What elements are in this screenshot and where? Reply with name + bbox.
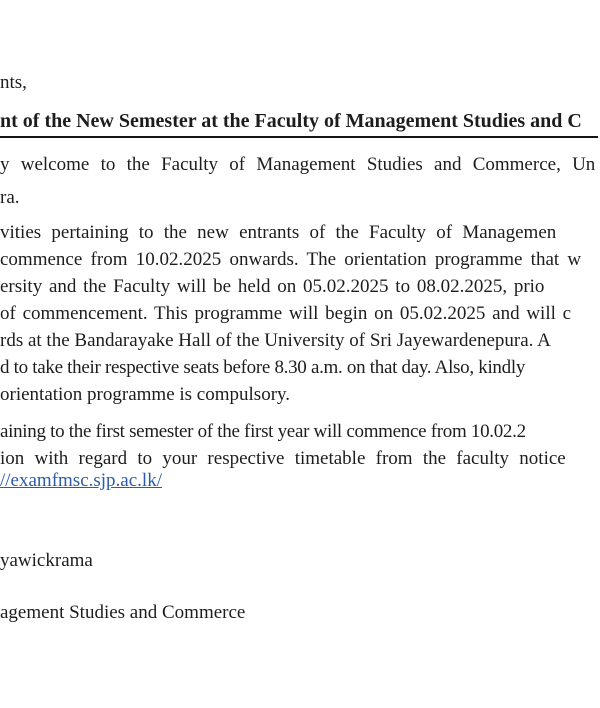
semester-paragraph-line-2: ion with regard to your respective timetable from the faculty notice — [0, 448, 566, 469]
orientation-paragraph-line-3: ersity and the Faculty will be held on 05.02.2025 to 08.02.2025, prio — [0, 276, 545, 297]
salutation-fragment: nts, — [0, 72, 27, 93]
orientation-paragraph-line-6: d to take their respective seats before 8.30 a.m. on that day. Also, kindly — [0, 357, 526, 378]
signature-name-fragment: yawickrama — [0, 550, 93, 571]
semester-paragraph-line-1: aining to the first semester of the first year will commence from 10.02.2 — [0, 421, 526, 442]
notice-heading: nt of the New Semester at the Faculty of Management Studies and C — [0, 110, 598, 138]
signature-title-fragment: agement Studies and Commerce — [0, 602, 246, 623]
orientation-paragraph-line-2: commence from 10.02.2025 onwards. The orientation programme that w — [0, 249, 582, 270]
welcome-paragraph-line-1: y welcome to the Faculty of Management Studies and Commerce, Un — [0, 154, 596, 175]
portal-link-line — [0, 469, 600, 492]
welcome-paragraph-line-2: ra. — [0, 187, 20, 208]
orientation-paragraph-line-7: orientation programme is compulsory. — [0, 384, 291, 405]
orientation-paragraph-line-4: of commencement. This programme will begin on 05.02.2025 and will c — [0, 303, 572, 324]
orientation-paragraph-line-1: vities pertaining to the new entrants of the Faculty of Managemen — [0, 222, 557, 243]
exam-portal-link[interactable]: //examfmsc.sjp.ac.lk/ — [0, 470, 162, 491]
orientation-paragraph-line-5: rds at the Bandarayake Hall of the University of Sri Jayewardenepura. A — [0, 330, 551, 351]
